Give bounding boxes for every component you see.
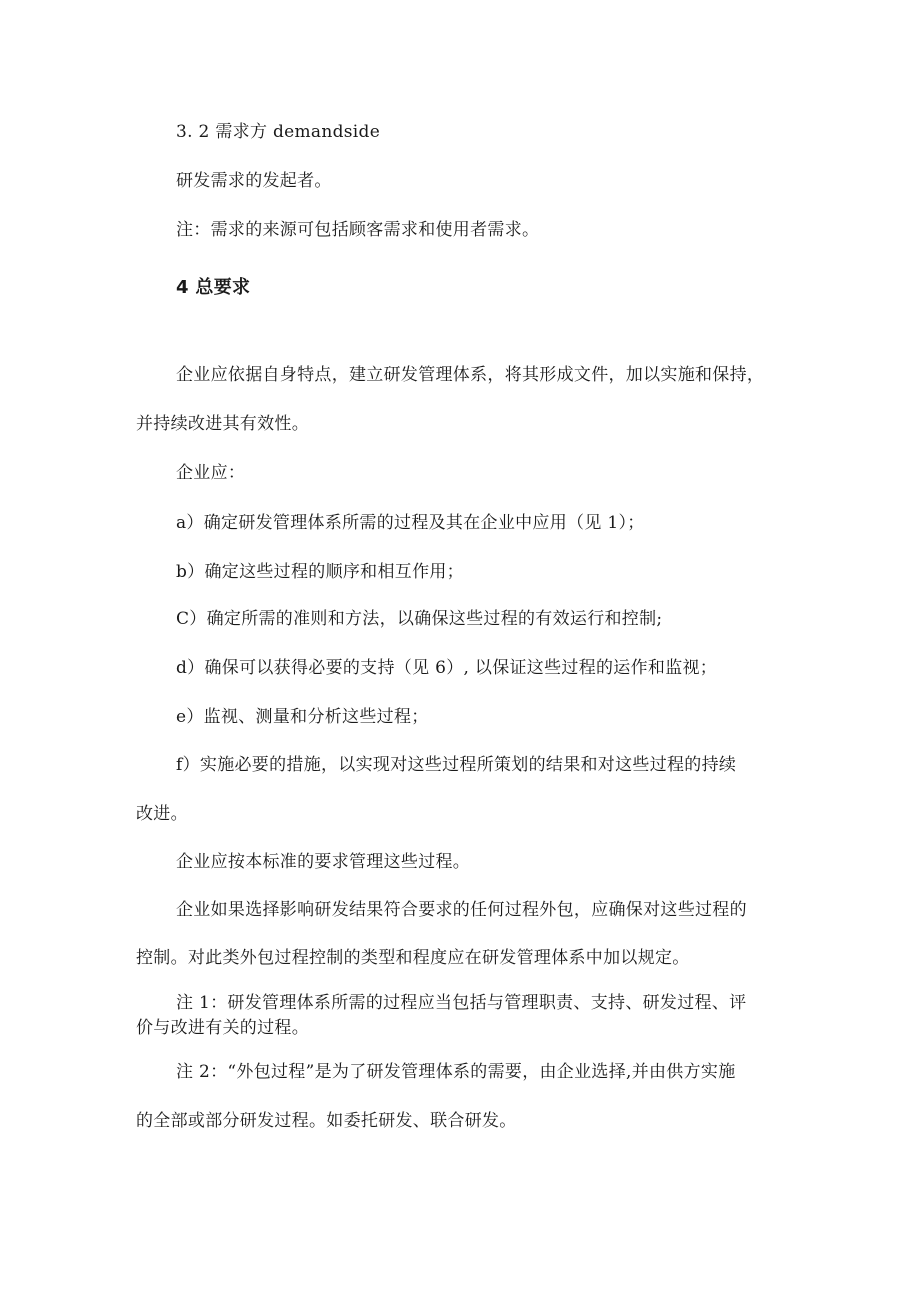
- note-1-line-2: 价与改进有关的过程。: [136, 1018, 309, 1038]
- list-item: e）监视、测量和分析这些过程；: [176, 707, 429, 727]
- section-3-2-definition: 研发需求的发起者。: [176, 171, 332, 191]
- note-1-line-1: 注 1：研发管理体系所需的过程应当包括与管理职责、支持、研发过程、评: [176, 993, 747, 1013]
- list-item: C）确定所需的准则和方法，以确保这些过程的有效运行和控制;: [176, 609, 663, 629]
- section-3-2-note: 注：需求的来源可包括顾客需求和使用者需求。: [176, 220, 540, 240]
- note-2-line-2: 的全部或部分研发过程。如委托研发、联合研发。: [136, 1111, 517, 1131]
- list-item: a）确定研发管理体系所需的过程及其在企业中应用（见 1）；: [176, 513, 645, 533]
- intro-paragraph-line-1: 企业应依据自身特点，建立研发管理体系，将其形成文件，加以实施和保持，: [176, 365, 765, 385]
- list-item-f-line-2: 改进。: [136, 804, 188, 824]
- outsourcing-paragraph-line-2: 控制。对此类外包过程控制的类型和程度应在研发管理体系中加以规定。: [136, 948, 690, 968]
- section-4-heading: 4 总要求: [176, 277, 251, 298]
- section-3-2-title: 3. 2 需求方 demandside: [176, 122, 381, 142]
- list-item: d）确保可以获得必要的支持（见 6）, 以保证这些过程的运作和监视；: [176, 658, 718, 678]
- intro-paragraph-line-2: 并持续改进其有效性。: [136, 414, 309, 434]
- list-lead: 企业应：: [176, 463, 246, 483]
- list-item-f-line-1: f）实施必要的措施，以实现对这些过程所策划的结果和对这些过程的持续: [176, 755, 737, 775]
- outsourcing-paragraph-line-1: 企业如果选择影响研发结果符合要求的任何过程外包，应确保对这些过程的: [176, 900, 747, 920]
- manage-paragraph: 企业应按本标准的要求管理这些过程。: [176, 852, 471, 872]
- note-2-line-1: 注 2：“外包过程”是为了研发管理体系的需要，由企业选择,并由供方实施: [176, 1062, 736, 1082]
- list-item: b）确定这些过程的顺序和相互作用；: [176, 562, 464, 582]
